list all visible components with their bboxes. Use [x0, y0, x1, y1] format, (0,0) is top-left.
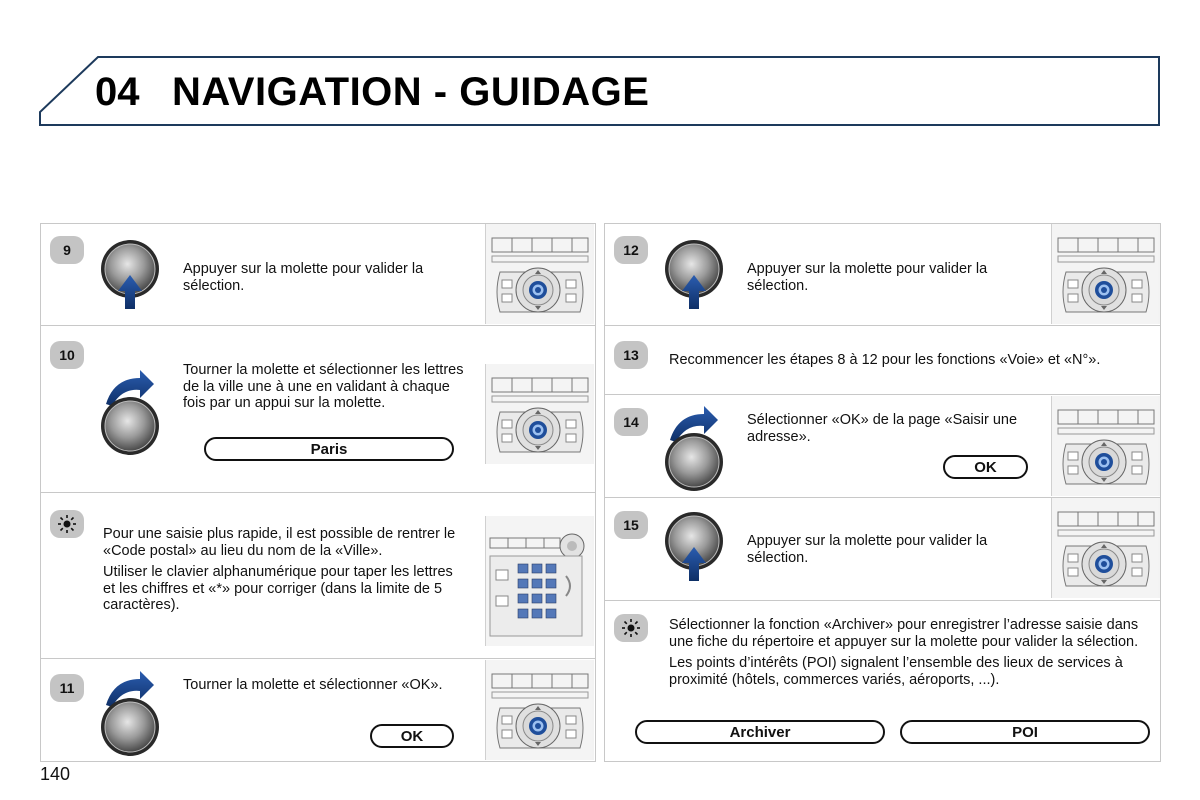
control-panel-image: [485, 224, 594, 324]
tip-paragraph: Sélectionner la fonction «Archiver» pour enregistrer l’adresse saisie dans une fiche du répertoire et appuyer sur la molette pour valider la sélection.: [669, 617, 1139, 650]
step-10-badge: 10: [50, 341, 84, 369]
ok-button[interactable]: OK: [370, 724, 454, 748]
step-9-badge: 9: [50, 236, 84, 264]
chapter-title: NAVIGATION - GUIDAGE: [172, 70, 650, 114]
control-panel-image: [1051, 396, 1160, 496]
step-15-text: Appuyer sur la molette pour valider la sélection.: [747, 533, 988, 566]
step-11-text: Tourner la molette et sélectionner «OK».: [183, 677, 443, 693]
dial-turn-icon: [664, 402, 728, 492]
chapter-number: 04: [95, 70, 140, 114]
step-10-text: Tourner la molette et sélectionner les lettres de la ville une à une en validant à chaque fois par un appui sur la molette.: [183, 362, 464, 411]
page-number: 140: [40, 764, 71, 784]
tip-paragraph: Pour une saisie plus rapide, il est possible de rentrer le «Code postal» au lieu du nom de la «Ville».: [103, 526, 456, 559]
tip-text: [103, 526, 463, 619]
step-14-badge: 14: [614, 408, 648, 436]
tip-paragraph: Les points d’intérêts (POI) signalent l’ensemble des lieux de services à proximité (hôtels, commerces variés, aéroports, ...).: [669, 655, 1123, 688]
control-panel-image: [1051, 498, 1160, 598]
sun-tip-icon: [58, 515, 76, 533]
step-12-text: Appuyer sur la molette pour valider la sélection.: [747, 261, 988, 294]
dial-turn-icon: [100, 667, 164, 757]
tip-icon: [50, 510, 84, 538]
archiver-button[interactable]: Archiver: [635, 720, 885, 744]
left-column: [40, 223, 596, 762]
right-column: [604, 223, 1161, 762]
control-panel-image: [485, 660, 594, 760]
tip-paragraph: Utiliser le clavier alphanumérique pour taper les lettres et les chiffres et «*» pour corriger (dans la limite de 5 caractères).: [103, 564, 453, 613]
ok-button[interactable]: OK: [943, 455, 1028, 479]
step-13-badge: 13: [614, 341, 648, 369]
dial-press-icon: [100, 239, 162, 314]
step-9-text: Appuyer sur la molette pour valider la sélection.: [183, 261, 424, 294]
step-13-text: Recommencer les étapes 8 à 12 pour les fonctions «Voie» et «N°».: [669, 352, 1101, 368]
tip-icon: [614, 614, 648, 642]
chapter-header: [0, 0, 1200, 130]
dial-press-icon: [664, 511, 726, 586]
poi-button[interactable]: POI: [900, 720, 1150, 744]
keypad-panel-image: [485, 516, 594, 646]
dial-press-icon: [664, 239, 726, 314]
step-12-badge: 12: [614, 236, 648, 264]
control-panel-image: [485, 364, 594, 464]
paris-button[interactable]: Paris: [204, 437, 454, 461]
step-11-badge: 11: [50, 674, 84, 702]
tip-text: [669, 617, 1149, 693]
dial-turn-icon: [100, 366, 164, 456]
step-14-text: Sélectionner «OK» de la page «Saisir une adresse».: [747, 412, 1018, 445]
control-panel-image: [1051, 224, 1160, 324]
step-15-badge: 15: [614, 511, 648, 539]
sun-tip-icon: [622, 619, 640, 637]
